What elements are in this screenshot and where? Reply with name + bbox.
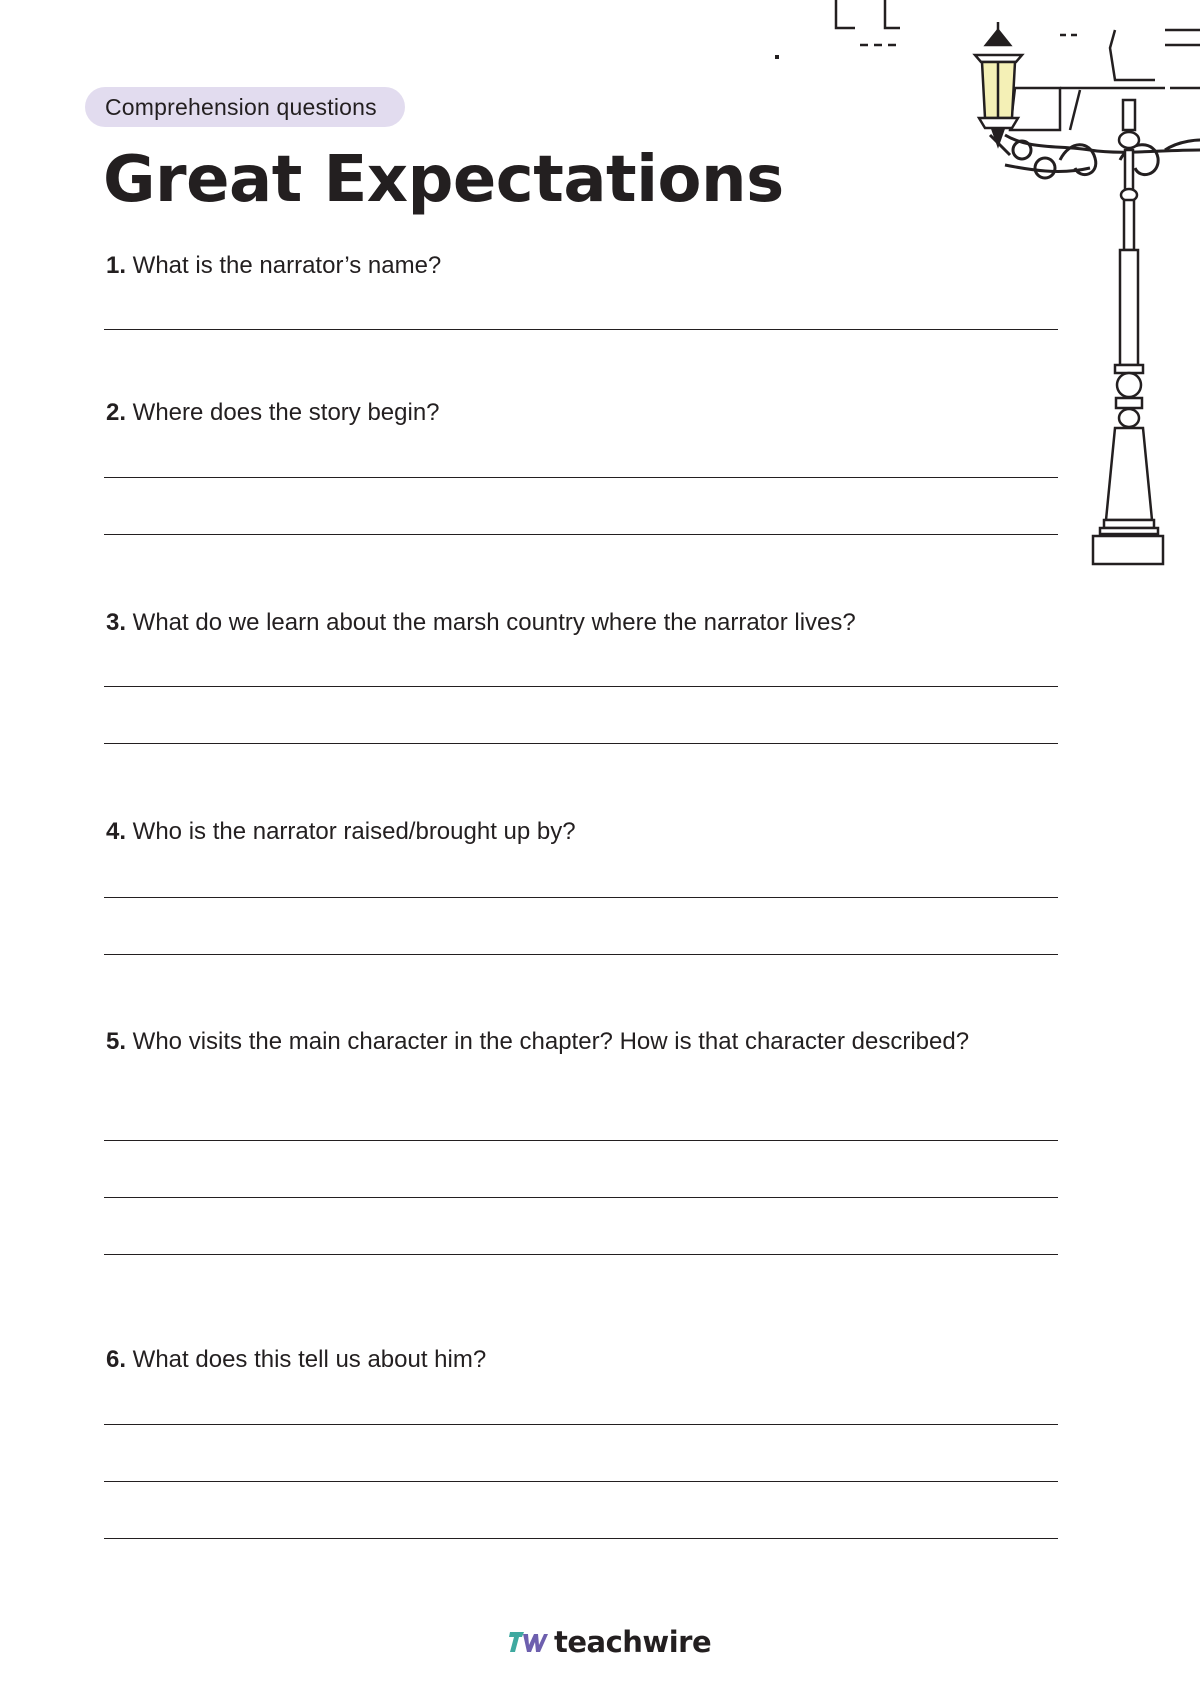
question-3: 3. What do we learn about the marsh country where the narrator lives? [106, 609, 856, 636]
question-1: 1. What is the narrator’s name? [106, 252, 442, 279]
teachwire-wordmark: teachwire [554, 1625, 712, 1659]
answer-line[interactable] [104, 1481, 1058, 1482]
answer-line[interactable] [104, 1538, 1058, 1539]
answer-line[interactable] [104, 686, 1058, 687]
question-2: 2. Where does the story begin? [106, 399, 440, 426]
street-lamp-illustration [760, 0, 1200, 580]
answer-line[interactable] [104, 897, 1058, 898]
answer-line[interactable] [104, 1254, 1058, 1255]
question-5: 5. Who visits the main character in the chapter? How is that character described? [106, 1028, 970, 1055]
answer-line[interactable] [104, 534, 1058, 535]
page-title: Great Expectations [103, 143, 784, 217]
answer-line[interactable] [104, 1140, 1058, 1141]
question-4: 4. Who is the narrator raised/brought up by? [106, 818, 576, 845]
section-badge: Comprehension questions [85, 87, 405, 127]
answer-line[interactable] [104, 1424, 1058, 1425]
answer-line[interactable] [104, 329, 1058, 330]
teachwire-logo-icon [508, 1629, 548, 1655]
question-6: 6. What does this tell us about him? [106, 1346, 487, 1373]
teachwire-logo [508, 1625, 711, 1659]
answer-line[interactable] [104, 954, 1058, 955]
answer-line[interactable] [104, 1197, 1058, 1198]
answer-line[interactable] [104, 743, 1058, 744]
answer-line[interactable] [104, 477, 1058, 478]
